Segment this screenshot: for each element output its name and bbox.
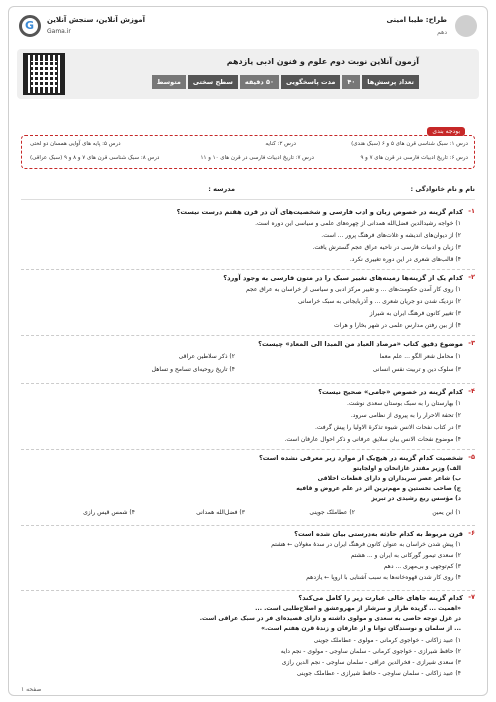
question-number: ۴- [468,387,475,395]
student-name-label: نام و نام خانوادگی : [410,185,475,193]
statement-line: د) مؤسس ربع رشیدی در تبریز [371,495,461,502]
question-2 [21,273,475,333]
question-5 [21,453,475,521]
option-3[interactable]: ۳) زبان و ادبیات فارسی در ناحیه عراق عجم گسترش یافت. [312,244,461,251]
option-3[interactable]: ۳) سلوک دین و تربیت نفس انسانی [372,366,461,373]
exam-info-chips [152,75,419,89]
option-4[interactable]: ۴) از بین رفتن مدارس علمی در شهر بخارا و هرات [334,322,461,329]
syllabus-item: درس ۷: تاریخ ادبیات فارسی در قرن های ۱۰ و ۱۱ [200,155,314,161]
divider [21,383,475,384]
duration-value: ۵۰ دقیقه [240,75,279,89]
divider [21,199,475,200]
exam-banner [17,49,479,99]
question-1 [21,207,475,267]
option-1[interactable]: ۱) عبید زاکانی - خواجوی کرمانی - مولوی - عطاملک جوینی [313,637,461,644]
statement-line: در غزل توجه خاصی به سعدی و مولوی داشته و دارای قصیده‌ای فر در سبک عراقی است. [199,615,461,622]
syllabus-item: درس ۸: سبک شناسی قرن های ۷ و ۸ و ۹ (سبک عراقی) [30,155,160,161]
option-2[interactable]: ۲) سعدی تیمور گورکانی به ایران و ... هشتم [350,552,461,559]
question-text: کدام یک از گزینه‌ها زمینه‌های تغییر سبک را در متون فارسی به وجود آورد؟ [223,274,463,282]
statement-line: الف) وزیر مقتدر غازانخان و اولجایتو [353,465,461,472]
question-7 [21,593,475,683]
syllabus-item: درس ۲: کنایه [265,141,296,147]
option-3[interactable]: ۳) تغییر کانون فرهنگ ایران به شیراز [369,310,461,317]
question-text: کدام گزینه در خصوص زبان و ادب فارسی و شخصیت‌های آن در قرن هفتم درست نیست؟ [176,208,463,216]
option-1[interactable]: ۱) روی کار آمدن حکومت‌های ... و تغییر مرکز ادبی و سیاسی از خراسان به عراق عجم [246,286,461,293]
divider [21,335,475,336]
question-number: ۵- [468,453,475,461]
option-1[interactable]: ۱) ابن یمین [432,509,461,516]
site-title: آموزش آنلاین، سنجش آنلاین [47,16,146,24]
divider [21,449,475,450]
statement-line: ب) شاعر عصر سربداران و دارای قطعات اخلاقی [317,475,461,482]
question-4 [21,387,475,447]
student-info-row [21,185,475,193]
option-3[interactable]: ۳) فضل‌الله همدانی [196,509,245,516]
option-3[interactable]: ۳) کم‌توجهی و بی‌مهری ... دهم [383,563,461,570]
option-4[interactable]: ۴) موضوع نفحات الانس بیان سلایق عرفانی و ذکر احوال عارفان است. [284,436,461,443]
syllabus-item: درس ۶: تاریخ ادبیات فارسی در قرن های ۷ و ۹ [360,155,468,161]
statement-line: «اهمیت ... گزیده طراز و سرشار از مهروعشق و اصلاح‌طلبی است. ... [255,605,461,612]
avatar [455,15,477,37]
option-3[interactable]: ۳) در کتاب نفحات الانس شیوه تذکرة الاولیا را پیش گرفت. [314,424,461,431]
option-2[interactable]: ۲) از دیوان‌های اندیشه و غلات‌های فرهنگ پرور ... است. [321,232,461,239]
page-header [9,7,487,47]
question-number: ۷- [468,593,475,601]
question-number: ۲- [468,273,475,281]
exam-title: آزمون آنلاین نوبت دوم علوم و فنون ادبی یازدهم [226,57,419,66]
option-4[interactable]: ۴) تاریخ روحیه‌ای تسامح و تساهل [151,366,235,373]
syllabus-item: درس ۱: سبک شناسی قرن های ۵ و ۶ (سبک هندی) [351,141,468,147]
duration-label: مدت پاسخگویی [281,75,340,89]
option-2[interactable]: ۲) تحفة الاحرار را به پیروی از نظامی سرود. [350,412,461,419]
syllabus-item: درس ۵: پایه های آوایی همسان دو لختی [30,141,121,147]
divider [21,525,475,526]
option-2[interactable]: ۲) نزدیک شدن دو جریان شعری ... و آذربایجانی به سبک خراسانی [298,298,461,305]
option-3[interactable]: ۳) سعدی شیرازی - فخرالدین عراقی - سلمان ساوجی - نجم الدین رازی [281,659,461,666]
syllabus-box [21,135,475,169]
option-4[interactable]: ۴) شمس قیس رازی [83,509,135,516]
statement-line: ج) صاحب نخستین و مهم‌ترین اثر در علم عروض و قافیه [296,485,461,492]
site-url: Gama.ir [47,28,71,35]
difficulty-label: سطح سختی [188,75,238,89]
questions-count-value: ۴۰ [342,75,360,89]
question-text: کدام گزینه در خصوص «جامی» صحیح نیست؟ [318,388,463,396]
question-text: کدام گزینه جاهای خالی عبارت زیر را کامل می‌کند؟ [298,594,463,602]
divider [21,269,475,270]
qr-code-icon [23,53,65,95]
question-6 [21,529,475,587]
school-label: مدرسه : [208,185,235,193]
statement-line: ... از سلمان و نوسندگان توانا و از عارفان و زندهٔ قرن هفتم است.» [261,625,461,632]
option-1[interactable]: ۱) پیش شدن خراسان به عنوان کانون فرهنگ ایران در سدهٔ مغولان ← هشتم [271,541,461,548]
question-number: ۱- [468,207,475,215]
option-1[interactable]: ۱) بهارستان را به سبک بوستان سعدی نوشت. [346,400,461,407]
gama-logo-icon [19,15,41,37]
option-1[interactable]: ۱) خواجه رشیدالدین فضل‌الله همدانی از چهره‌های علمی و سیاسی این دوره است. [255,220,461,227]
question-number: ۶- [468,529,475,537]
question-text: شخصیت کدام گزینه در هیچ‌یک از موارد زیر معرفی نشده است؟ [258,454,463,462]
exam-page [8,6,488,696]
designer-name: طراح: طیبا امینی [386,16,447,24]
option-2[interactable]: ۲) ذکر سلاطین عراقی [178,353,235,360]
option-4[interactable]: ۴) روی کار شدن قهوه‌خانه‌ها به سبب آشنایی با اروپا ← یازدهم [306,574,461,581]
option-2[interactable]: ۲) حافظ شیرازی - خواجوی کرمانی - سلمان ساوجی - مولوی - نجم دایه [280,648,461,655]
budget-tag: بودجه بندی [427,127,465,136]
question-text: موضوع دقیق کتاب «مرصاد العباد من المبدا الی المعاد» چیست؟ [258,340,463,348]
questions-count-label: تعداد پرسش‌ها [362,75,419,89]
option-1[interactable]: ۱) محامل شعر الگو ... علم معما [379,353,461,360]
option-4[interactable]: ۴) عبید زاکانی - سلمان ساوجی - حافظ شیرازی - عطاملک جوینی [296,670,461,677]
page-number: صفحه ۱ [21,686,42,693]
grade-level: دهم [437,29,447,36]
question-text: قرن مربوط به کدام حادثه به‌درستی بیان شده است؟ [294,530,463,538]
option-4[interactable]: ۴) قالب‌های شعری در این دوره تغییری نکرد. [349,256,461,263]
option-2[interactable]: ۲) عطاملک جوینی [309,509,355,516]
question-number: ۳- [468,339,475,347]
question-3 [21,339,475,379]
divider [21,590,475,591]
difficulty-value: متوسط [152,75,186,89]
